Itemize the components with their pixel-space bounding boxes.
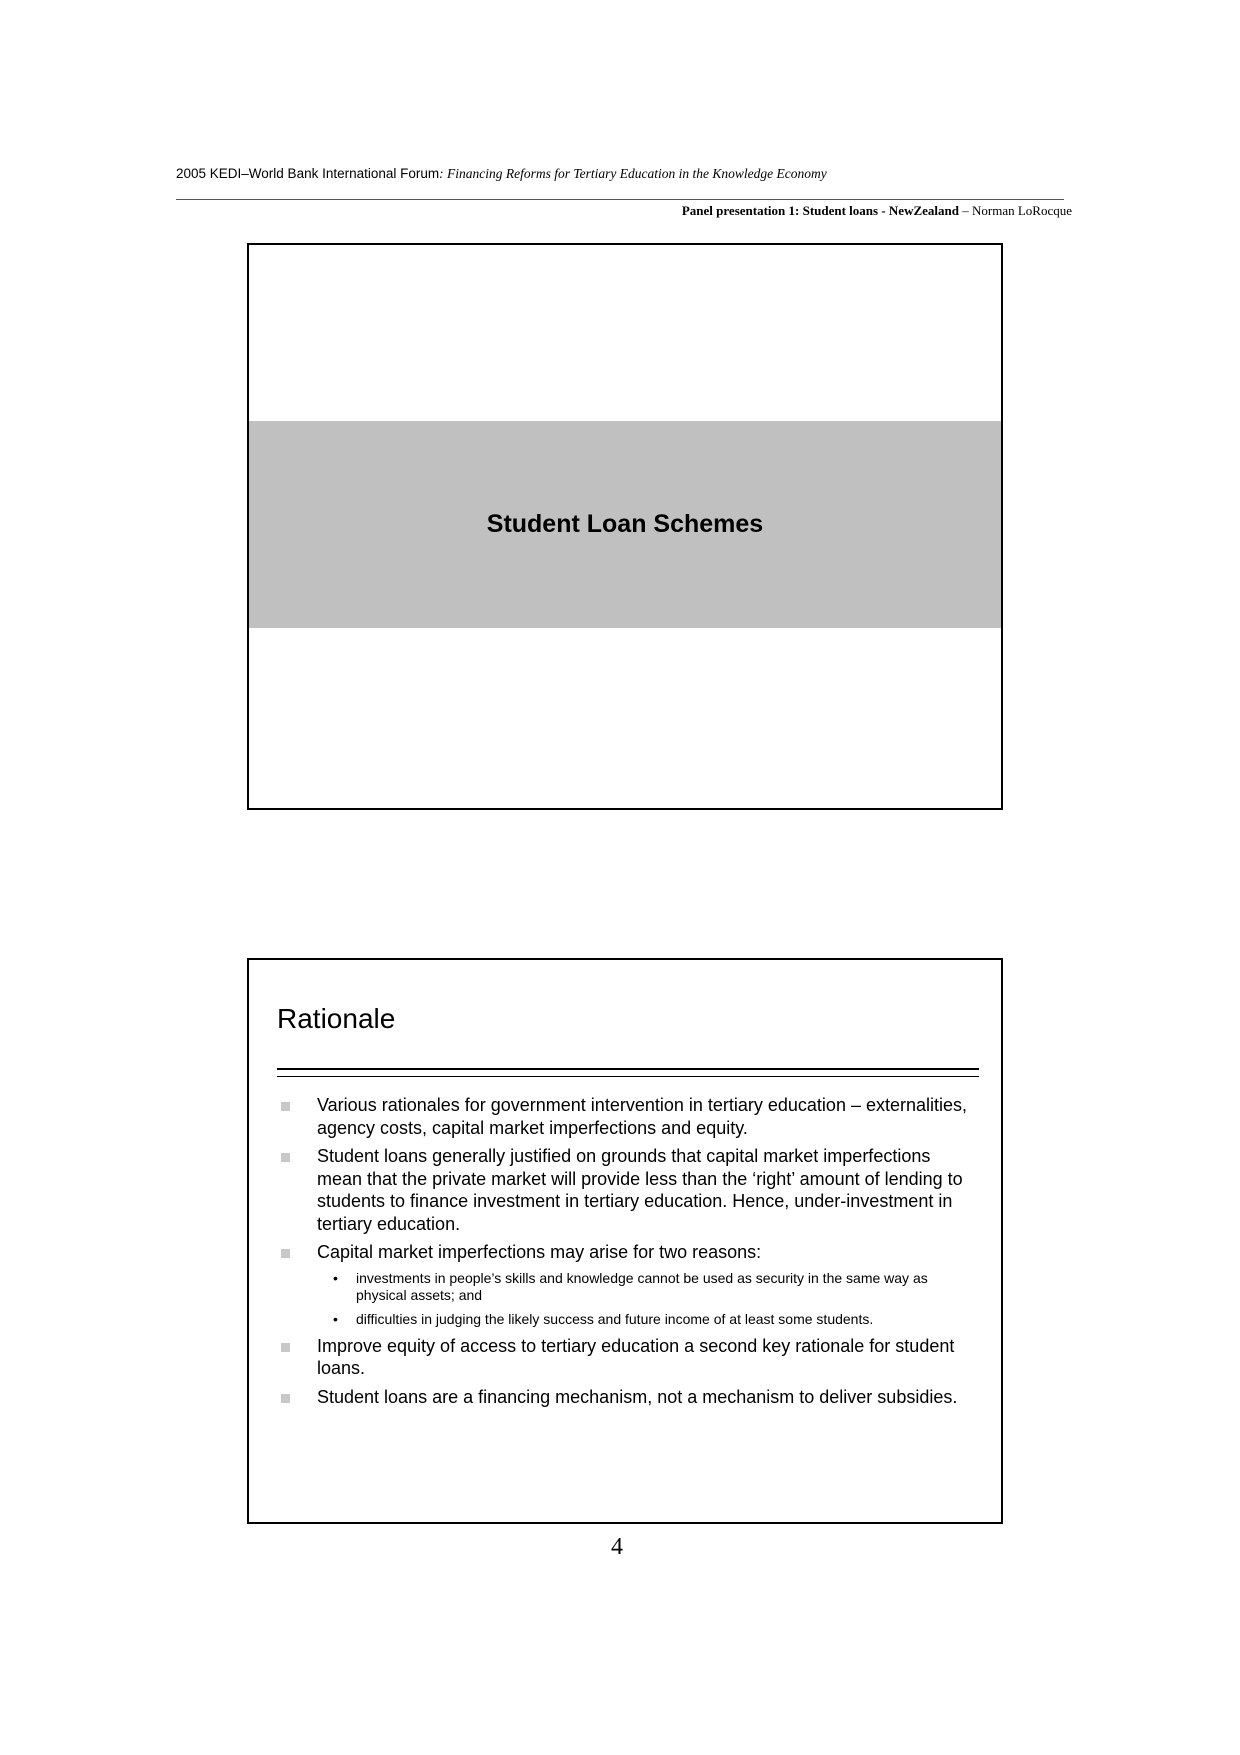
slide-heading: Rationale (277, 1003, 396, 1034)
sub-item (277, 1311, 971, 1328)
bullet-text: Improve equity of access to tertiary education a second key rationale for student loans. (317, 1335, 955, 1378)
bullet-text: Student loans are a financing mechanism, not a mechanism to deliver subsidies. (317, 1386, 958, 1407)
list-item (277, 1386, 971, 1409)
square-bullet-icon (281, 1153, 290, 1162)
running-header (176, 166, 827, 182)
square-bullet-icon (281, 1343, 290, 1352)
slide-rationale (247, 958, 1003, 1524)
bullet-text: Student loans generally justified on grounds that capital market imperfections mean that the private market will provide less than the ‘right’ amount of lending to students to finance investment in tertiary education. Hence, under-investment in tertiary education. (317, 1146, 963, 1234)
slide-title (247, 243, 1003, 810)
square-bullet-icon (281, 1249, 290, 1258)
list-item (277, 1145, 971, 1235)
square-bullet-icon (281, 1394, 290, 1403)
list-item (277, 1241, 971, 1264)
square-bullet-icon (281, 1102, 290, 1111)
dot-bullet-icon: • (333, 1269, 338, 1286)
forum-theme: : Financing Reforms for Tertiary Education in the Knowledge Economy (439, 166, 827, 181)
dot-bullet-icon: • (333, 1310, 338, 1327)
title-band (249, 421, 1001, 628)
sub-bullet-text: difficulties in judging the likely success and future income of at least some students. (356, 1310, 874, 1327)
heading-rule (277, 1068, 979, 1070)
list-item (277, 1094, 971, 1139)
slide-title-text: Student Loan Schemes (486, 510, 764, 538)
slide-body (277, 1094, 971, 1414)
page-number: 4 (611, 1534, 623, 1560)
header-rule (176, 199, 1064, 200)
sub-item (277, 1270, 971, 1304)
forum-name: 2005 KEDI–World Bank International Forum (176, 166, 440, 181)
list-item (277, 1335, 971, 1380)
sub-bullet-text: investments in people’s skills and knowledge cannot be used as security in the same way as physical assets; and (356, 1269, 928, 1303)
panel-title: Panel presentation 1: Student loans - NewZealand (681, 203, 959, 218)
presenter: – Norman LoRocque (958, 203, 1072, 218)
bullet-text: Various rationales for government intervention in tertiary education – externalities, agency costs, capital market imperfections and equity. (317, 1095, 968, 1138)
bullet-text: Capital market imperfections may arise for two reasons: (317, 1242, 762, 1262)
heading-rule-thin (277, 1076, 979, 1077)
panel-line (682, 203, 1072, 219)
